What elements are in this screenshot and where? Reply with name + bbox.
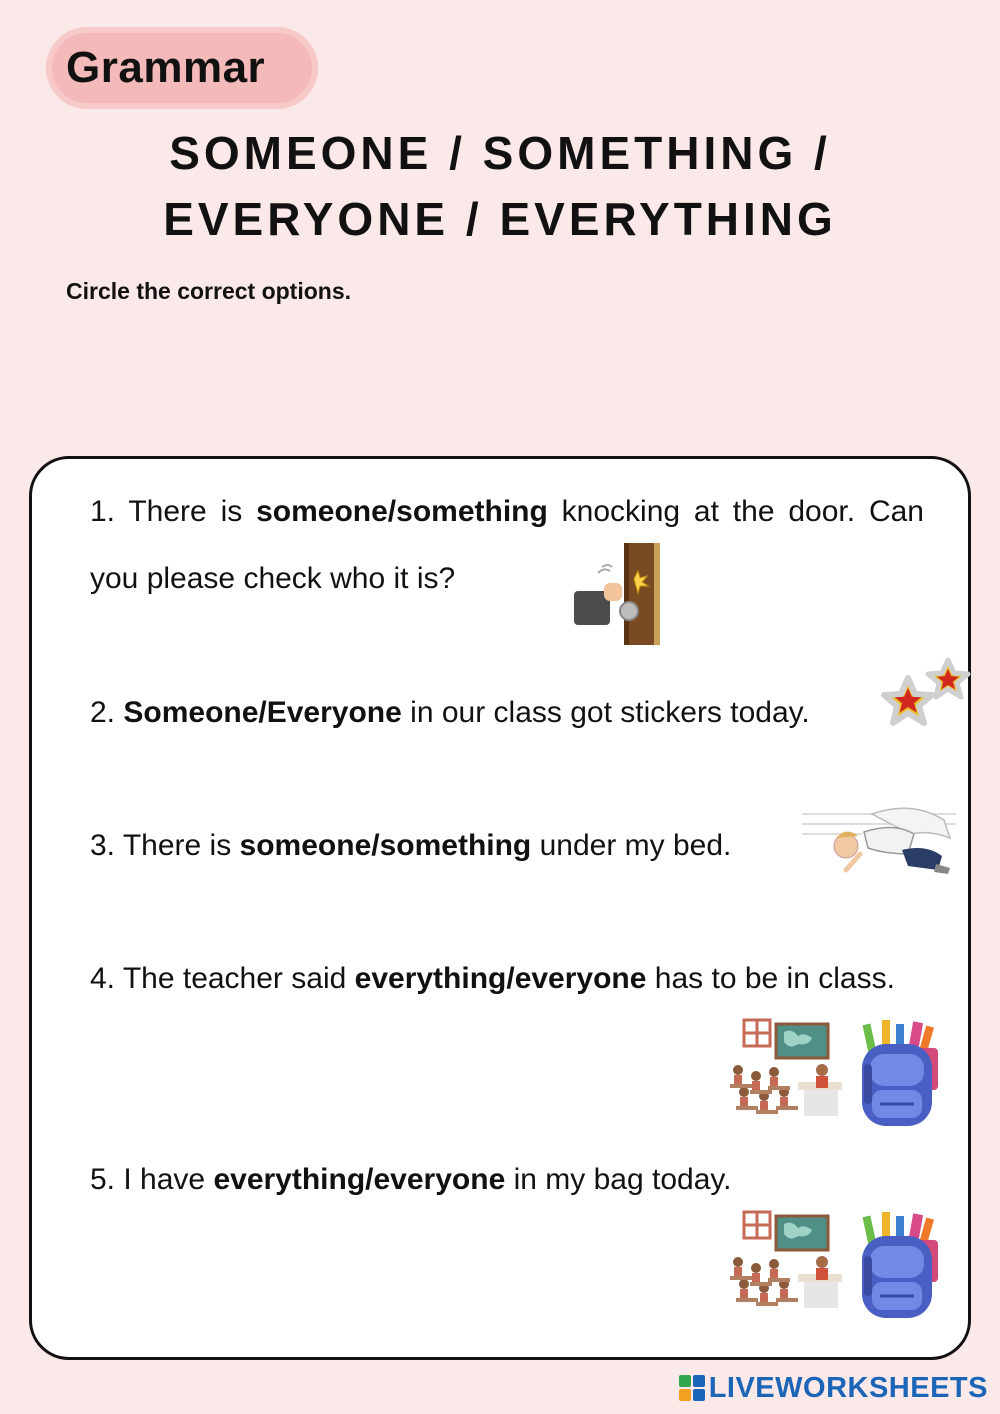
grammar-tag: [46, 27, 318, 109]
classroom-icon-2: [726, 1210, 846, 1318]
liveworksheets-logo-icon: [679, 1375, 705, 1401]
question-2: 2. Someone/Everyone in our class got stickers today.: [90, 696, 810, 729]
question-4-options[interactable]: everything/everyone: [354, 962, 647, 995]
question-1-options[interactable]: someone/something: [256, 495, 548, 528]
liveworksheets-logo-text: LIVEWORKSHEETS: [708, 1371, 988, 1404]
page-title-line1: SOMEONE / SOMETHING /: [169, 127, 831, 179]
page-title-line2: EVERYONE / EVERYTHING: [163, 193, 837, 245]
question-1: 1. There is someone/something knocking at the door. Can you please check who it is?: [90, 495, 924, 595]
school-backpack-icon: [856, 1018, 944, 1128]
question-5-options[interactable]: everything/everyone: [213, 1163, 506, 1196]
question-3-options[interactable]: someone/something: [239, 829, 532, 862]
question-5: 5. I have everything/everyone in my bag today.: [90, 1163, 732, 1196]
knocking-door-icon: [574, 543, 664, 645]
grammar-tag-label: Grammar: [66, 43, 266, 92]
star-stickers-icon: [874, 654, 974, 734]
classroom-icon: [726, 1018, 846, 1126]
instructions: Circle the correct options.: [66, 278, 352, 304]
liveworksheets-logo[interactable]: [679, 1371, 988, 1405]
school-backpack-icon-2: [856, 1210, 944, 1320]
person-looking-under-bed-icon: [802, 794, 956, 884]
question-2-options[interactable]: Someone/Everyone: [123, 696, 402, 729]
question-3: 3. There is someone/something under my bed.: [90, 829, 732, 862]
question-4: 4. The teacher said everything/everyone has to be in class.: [90, 962, 895, 995]
